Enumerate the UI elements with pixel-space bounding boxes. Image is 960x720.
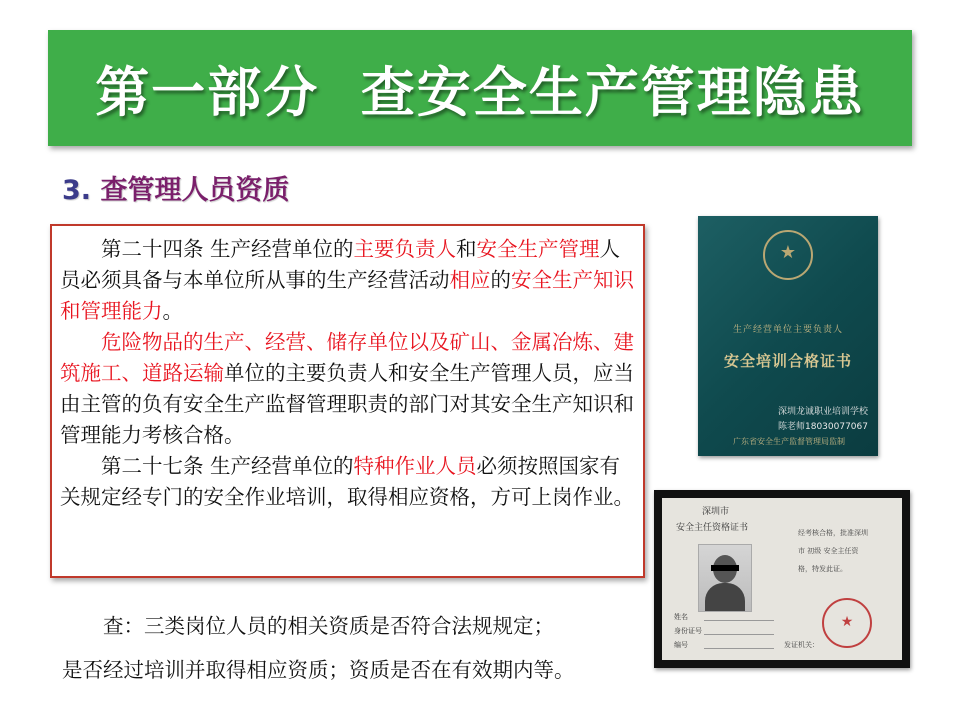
certificate-text: 经考核合格，批准深圳 [798,529,868,537]
page-title: 第一部分 查安全生产管理隐患 [95,60,865,124]
name-line [704,620,774,621]
certificate-city: 深圳市 [702,507,730,517]
section-heading [62,168,289,207]
text-segment: 人员必须具备与本单位所从事的生产经营活动 [60,237,621,292]
certificate-subtitle: 生产经营单位主要负责人 [732,325,843,335]
certificate-title: 安全培训合格证书 [723,352,852,370]
text-segment: 必须按照国家有关规定经专门的安全作业培训，取得相应资格，方可上岗作业。 [60,454,634,509]
number-line [704,648,774,649]
article-24-paragraph [60,234,637,327]
id-label: 身份证号 [674,627,702,635]
certificate-title: 安全主任资格证书 [676,523,749,533]
section-title: 查管理人员资质 [100,175,290,206]
check-line-1: 查：三类岗位人员的相关资质是否符合法规规定； [103,614,554,638]
check-line-2: 是否经过培训并取得相应资质；资质是否在有效期内等。 [62,658,575,682]
text-segment: 单位的主要负责人和安全生产管理人员，应当由主管的负有安全生产监督管理职责的部门对其安全生产知识和管理能力考核合格。 [60,361,634,447]
national-emblem-icon: ★ [763,230,813,280]
highlight-segment: 主要负责人 [353,237,457,261]
number-label: 编号 [674,641,688,649]
training-certificate-image [698,216,878,456]
certificate-issuer: 广东省安全生产监督管理局监制 [733,437,845,446]
certificate-text: 市 初级 安全主任资 [798,547,859,555]
highlight-segment: 相应 [449,268,491,292]
highlight-segment: 安全生产管理 [476,237,600,261]
highlight-segment: 特种作业人员 [353,454,477,478]
id-line [704,634,774,635]
certificate-contact: 陈老师18030077067 [778,422,868,432]
issuer-label: 发证机关： [784,641,819,649]
highlight-segment: 危险物品的生产、经营、储存单位以及矿山、金属冶炼、建筑施工、道路运输 [60,330,634,385]
title-banner [48,30,912,146]
text-segment: 第二十七条 生产经营单位的 [101,454,354,478]
article-27-paragraph [60,451,637,513]
text-segment: 。 [162,299,183,323]
highlight-segment: 安全生产知识和管理能力 [60,268,634,323]
certificate-text: 格，特发此证。 [798,565,847,573]
text-segment: 第二十四条 生产经营单位的 [101,237,354,261]
official-seal-icon: ★ [822,598,872,648]
safety-director-certificate-image [654,490,910,668]
name-label: 姓名 [674,613,688,621]
certificate-school: 深圳龙诚职业培训学校 [777,407,868,417]
text-segment: 的 [490,268,511,292]
regulation-text-box [50,224,645,578]
hazardous-units-paragraph [60,327,637,451]
section-number: 3. [62,175,92,206]
id-photo [698,544,752,612]
text-segment: 和 [456,237,477,261]
